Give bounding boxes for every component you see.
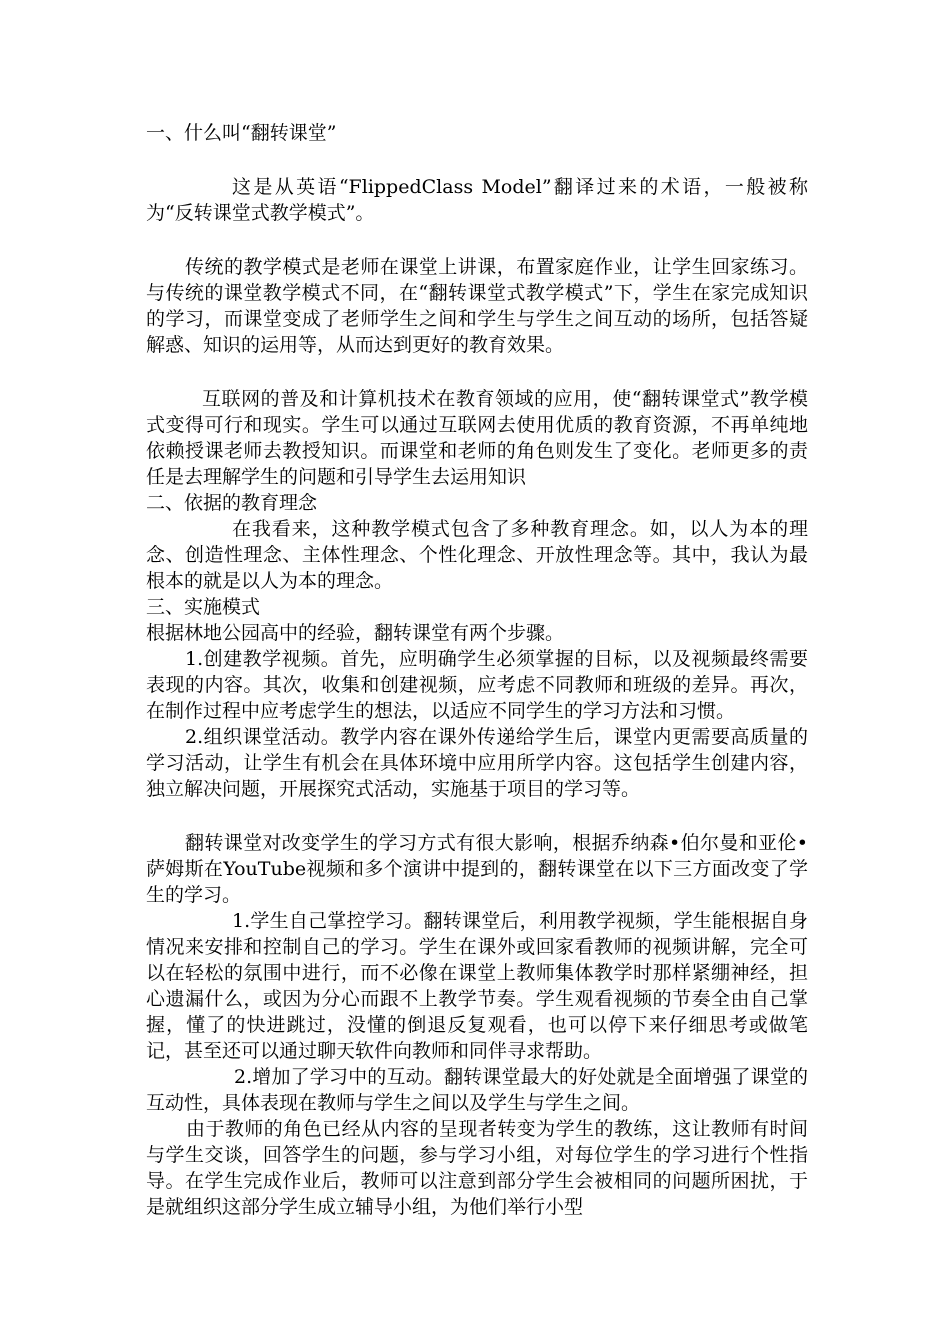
paragraph-point-self-control: 1.学生自己掌控学习。翻转课堂后，利用教学视频，学生能根据自身情况来安排和控制自己的学习。学生在课外或回家看教师的视频讲解，完全可以在轻松的氛围中进行，而不必像在课堂上教师集体教学时那样紧绷神经，担心遗漏什么，或因为分心而跟不上教学节奏。学生观看视频的节奏全由自己掌握，懂了的快进跳过，没懂的倒退反复观看，也可以停下来仔细思考或做笔记，甚至还可以通过聊天软件向教师和同伴寻求帮助。 (146, 910, 808, 1062)
section-heading-education-philosophy: 二、依据的教育理念 (146, 492, 318, 514)
paragraph-teacher-role: 由于教师的角色已经从内容的呈现者转变为学生的教练，这让教师有时间与学生交谈，回答学生的问题，参与学习小组，对每位学生的学习进行个性指导。在学生完成作业后，教师可以注意到部分学生会被相同的问题所困扰，于是就组织这部分学生成立辅导小组，为他们举行小型 (146, 1118, 808, 1218)
paragraph-implementation-intro: 根据林地公园高中的经验，翻转课堂有两个步骤。 (146, 622, 565, 644)
paragraph-point-interaction: 2.增加了学习中的互动。翻转课堂最大的好处就是全面增强了课堂的互动性，具体表现在教师与学生之间以及学生与学生之间。 (146, 1066, 808, 1114)
paragraph-step-create-video: 1.创建教学视频。首先，应明确学生必须掌握的目标，以及视频最终需要表现的内容。其次，收集和创建视频，应考虑不同教师和班级的差异。再次，在制作过程中应考虑学生的想法，以适应不同学生的学习方法和习惯。 (146, 648, 808, 722)
section-heading-what-is-flipped-classroom: 一、什么叫“翻转课堂” (146, 122, 337, 144)
paragraph-step-organize-activities: 2.组织课堂活动。教学内容在课外传递给学生后，课堂内更需要高质量的学习活动，让学生有机会在具体环境中应用所学内容。这包括学生创建内容，独立解决问题，开展探究式活动，实施基于项目的学习等。 (146, 726, 808, 800)
paragraph-internet-technology: 互联网的普及和计算机技术在教育领域的应用，使“翻转课堂式”教学模式变得可行和现实。学生可以通过互联网去使用优质的教育资源，不再单纯地依赖授课老师去教授知识。而课堂和老师的角色则发生了变化。老师更多的责任是去理解学生的问题和引导学生去运用知识 (146, 388, 808, 488)
document-body (146, 120, 808, 1220)
paragraph-education-philosophy: 在我看来，这种教学模式包含了多种教育理念。如，以人为本的理念、创造性理念、主体性理念、个性化理念、开放性理念等。其中，我认为最根本的就是以人为本的理念。 (146, 518, 808, 592)
paragraph-term-origin: 这是从英语“FlippedClass Model”翻译过来的术语，一般被称为“反转课堂式教学模式”。 (146, 176, 808, 224)
paragraph-traditional-model: 传统的教学模式是老师在课堂上讲课，布置家庭作业，让学生回家练习。与传统的课堂教学模式不同，在“翻转课堂式教学模式”下，学生在家完成知识的学习，而课堂变成了老师学生之间和学生与学生之间互动的场所，包括答疑解惑、知识的运用等，从而达到更好的教育效果。 (146, 256, 808, 356)
section-heading-implementation: 三、实施模式 (146, 596, 261, 618)
paragraph-learning-change: 翻转课堂对改变学生的学习方式有很大影响，根据乔纳森•伯尔曼和亚伦•萨姆斯在YouTube视频和多个演讲中提到的，翻转课堂在以下三方面改变了学生的学习。 (146, 832, 808, 906)
